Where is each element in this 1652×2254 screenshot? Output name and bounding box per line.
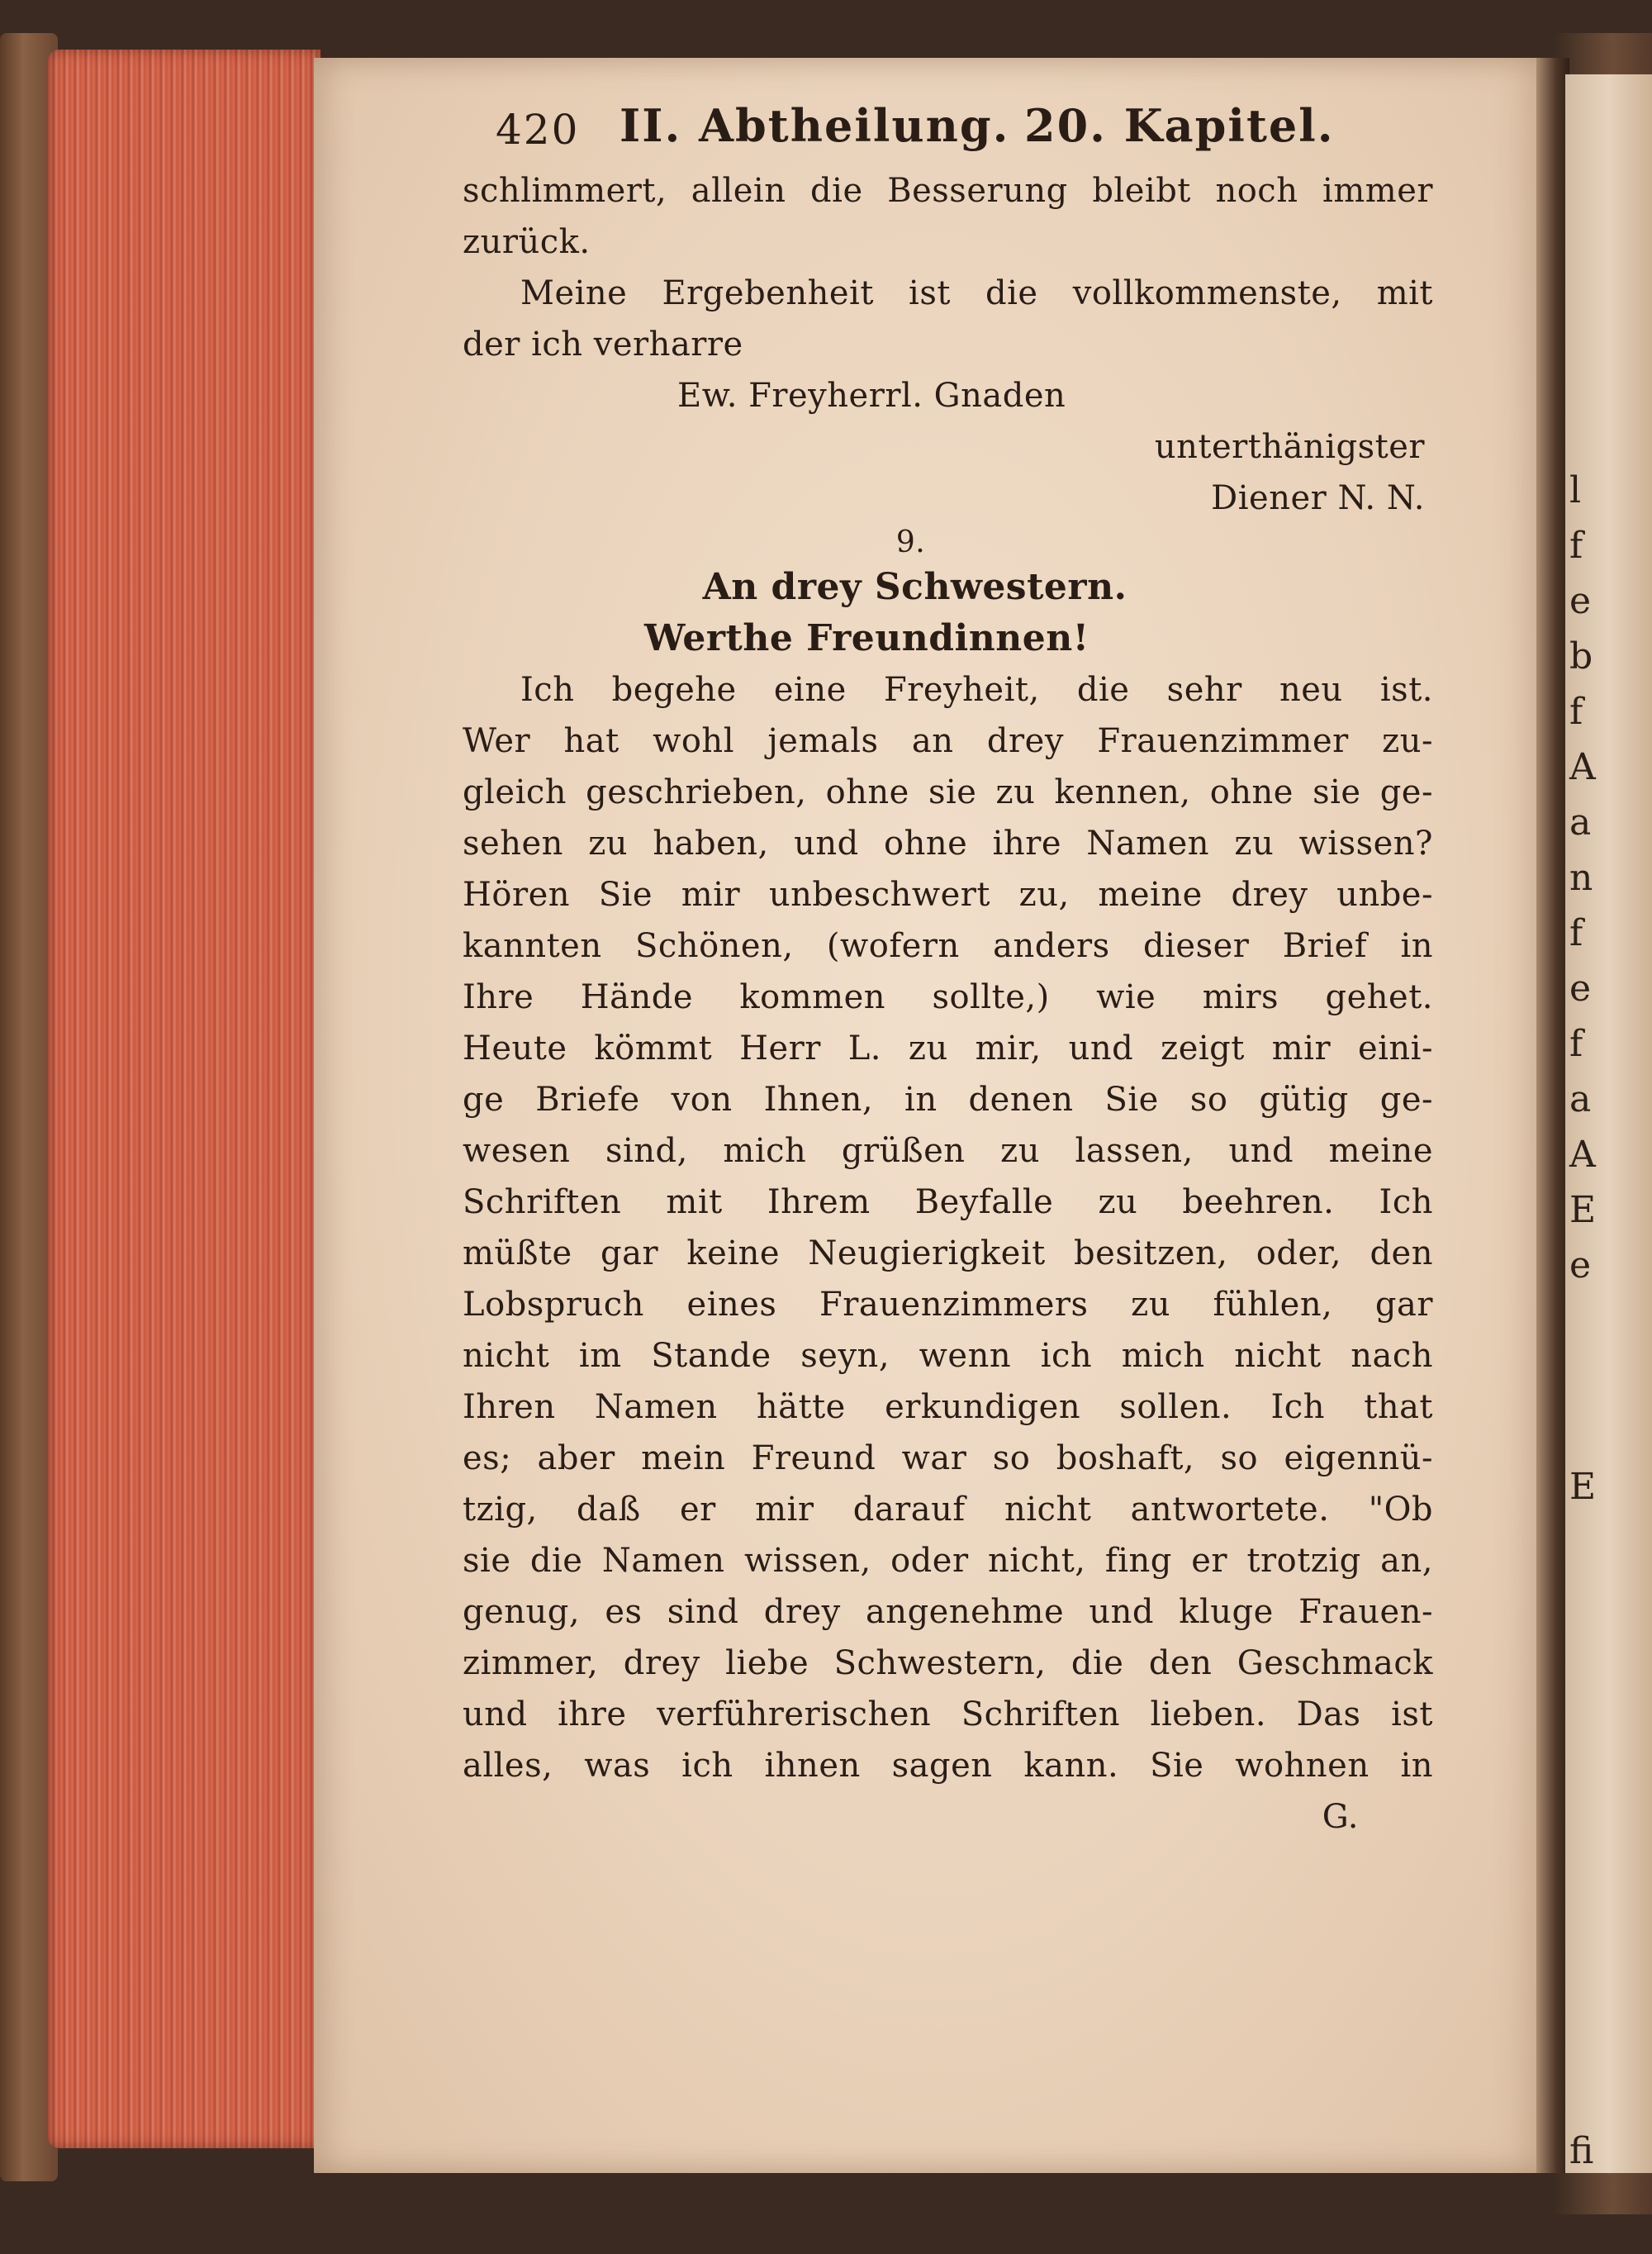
text-line: Wer hat wohl jemals an drey Frauenzimmer zu- — [463, 722, 1433, 760]
letter-number: 9. — [895, 525, 926, 559]
facing-page-letter: A — [1569, 746, 1596, 788]
facing-page-letter: a — [1569, 1078, 1592, 1120]
facing-page-letter: fi — [1569, 2130, 1594, 2172]
text-line: Lobspruch eines Frauenzimmers zu fühlen, gar — [463, 1286, 1433, 1324]
part-title: II. Abtheilung. — [620, 99, 1010, 152]
facing-page-letter — [1569, 1570, 1644, 1625]
facing-page-letter: a — [1569, 801, 1592, 844]
text-line: gleich geschrieben, ohne sie zu kennen, ohne sie ge- — [463, 773, 1433, 811]
facing-page-letter: E — [1569, 1189, 1597, 1231]
page-edges — [48, 50, 320, 2148]
text-line: Ihren Namen hätte erkundigen sollen. Ich that — [463, 1388, 1433, 1426]
text-line: schlimmert, allein die Besserung bleibt noch immer — [463, 172, 1433, 210]
greeting-line: Ew. Freyherrl. Gnaden — [677, 377, 1066, 415]
facing-page-letter: f — [1569, 525, 1583, 567]
facing-page-letter — [1569, 1681, 1644, 1736]
letter-title: An drey Schwestern. — [702, 566, 1127, 608]
text-line: zurück. — [463, 223, 591, 261]
facing-page-letter: l — [1569, 469, 1582, 511]
text-line: der ich verharre — [463, 326, 743, 364]
text-line: ge Briefe von Ihnen, in denen Sie so gütig ge- — [463, 1081, 1433, 1119]
facing-page-letter — [1569, 2013, 1644, 2068]
text-line: und ihre verführerischen Schriften lieben. Das ist — [463, 1695, 1433, 1733]
facing-page-letter: e — [1569, 580, 1592, 622]
facing-page-letter — [1569, 1293, 1644, 1348]
text-line: Schriften mit Ihrem Beyfalle zu beehren. Ich — [463, 1183, 1433, 1221]
facing-page-letter — [1569, 1957, 1644, 2013]
facing-page-letter — [1569, 1736, 1644, 1791]
text-line: sie die Namen wissen, oder nicht, fing er trotzig an, — [463, 1542, 1433, 1580]
facing-page-letter: E — [1569, 1466, 1597, 1508]
text-line: kannten Schönen, (wofern anders dieser Brief in — [463, 927, 1433, 965]
text-line: müßte gar keine Neugierigkeit besitzen, oder, den — [463, 1234, 1433, 1272]
facing-page-letter: n — [1569, 857, 1593, 899]
catchword: G. — [1322, 1798, 1359, 1836]
facing-page-letter: e — [1569, 968, 1592, 1010]
facing-page-letter: e — [1569, 1244, 1592, 1286]
text-line: Heute kömmt Herr L. zu mir, und zeigt mir eini- — [463, 1030, 1433, 1068]
text-line: zimmer, drey liebe Schwestern, die den Geschmack — [463, 1644, 1433, 1682]
letter-body — [463, 664, 1433, 1791]
facing-page-letter — [1569, 2068, 1644, 2123]
facing-page-letter: b — [1569, 635, 1593, 678]
facing-page-letter — [1569, 1348, 1644, 1404]
closing-line: unterthänigster — [1154, 428, 1425, 466]
facing-page-letter — [1569, 1791, 1644, 1847]
facing-page-letter — [1569, 1515, 1644, 1570]
text-line: Ich begehe eine Freyheit, die sehr neu ist. — [520, 671, 1433, 709]
facing-page-text — [1569, 463, 1644, 2179]
facing-page-letter — [1569, 1625, 1644, 1681]
facing-page-letter: f — [1569, 912, 1583, 954]
facing-page-letter — [1569, 1404, 1644, 1459]
facing-page-letter: A — [1569, 1134, 1596, 1176]
facing-page-letter: f — [1569, 691, 1583, 733]
text-line: Ihre Hände kommen sollte,) wie mirs gehet. — [463, 978, 1433, 1016]
text-line: es; aber mein Freund war so boshaft, so eigennü- — [463, 1439, 1433, 1477]
salutation: Werthe Freundinnen! — [644, 617, 1089, 659]
text-line: genug, es sind drey angenehme und kluge Frauen- — [463, 1593, 1433, 1631]
book-gutter — [1536, 58, 1569, 2173]
facing-page-letter — [1569, 1902, 1644, 1957]
facing-page-letter — [1569, 1847, 1644, 1902]
text-line: wesen sind, mich grüßen zu lassen, und meine — [463, 1132, 1433, 1170]
page-number: 420 — [496, 106, 580, 154]
text-line: alles, was ich ihnen sagen kann. Sie wohnen in — [463, 1747, 1433, 1785]
text-line: Meine Ergebenheit ist die vollkommenste, mit — [520, 274, 1433, 312]
page-text — [463, 99, 1433, 1843]
chapter-title: 20. Kapitel. — [1024, 99, 1335, 152]
text-line: nicht im Stande seyn, wenn ich mich nicht nach — [463, 1337, 1433, 1375]
text-line: tzig, daß er mir darauf nicht antwortete. "Ob — [463, 1491, 1433, 1529]
signature-line: Diener N. N. — [1211, 479, 1425, 517]
text-line: Hören Sie mir unbeschwert zu, meine drey unbe- — [463, 876, 1433, 914]
text-line: sehen zu haben, und ohne ihre Namen zu wissen? — [463, 825, 1433, 863]
facing-page-letter: f — [1569, 1023, 1583, 1065]
running-header — [463, 99, 1433, 165]
